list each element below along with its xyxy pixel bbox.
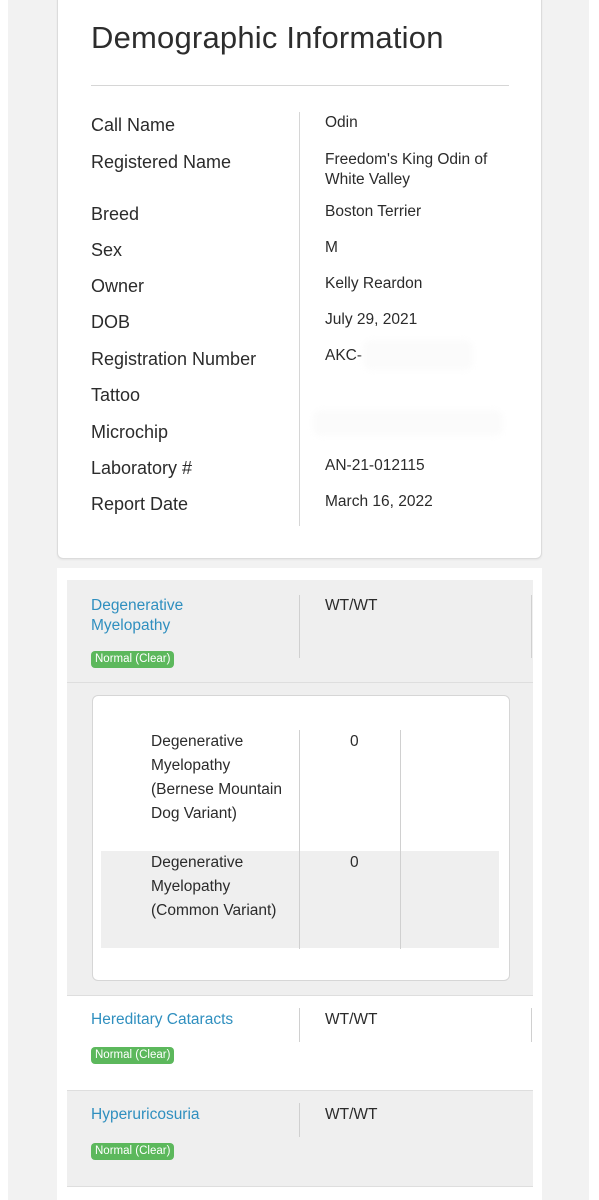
row-border <box>67 1186 533 1187</box>
owner-value: Kelly Reardon <box>325 275 423 292</box>
page-edge-left <box>0 0 8 1200</box>
variant-name-common: Degenerative Myelopathy (Common Variant) <box>151 854 277 919</box>
redaction-registration <box>363 340 473 370</box>
registration-number-value: AKC- <box>325 347 363 364</box>
call-name-value: Odin <box>325 114 358 131</box>
variant-details-row <box>67 683 533 995</box>
registered-name-label: Registered Name <box>91 152 232 172</box>
laboratory-number-label: Laboratory # <box>91 458 193 478</box>
call-name-label: Call Name <box>91 115 176 135</box>
variant-details-box <box>92 695 510 981</box>
redaction-microchip <box>313 410 503 436</box>
report-date-value: March 16, 2022 <box>325 493 433 510</box>
test-name-degenerative-myelopathy[interactable]: Degenerative Myelopathy <box>91 597 184 634</box>
row-divider <box>299 595 300 658</box>
variant-column-divider <box>299 730 300 949</box>
variant-value-common: 0 <box>350 854 359 871</box>
breed-value: Boston Terrier <box>325 203 422 220</box>
breed-label: Breed <box>91 204 140 224</box>
column-divider <box>299 112 300 526</box>
title-divider <box>91 85 509 86</box>
report-date-label: Report Date <box>91 494 189 514</box>
laboratory-number-value: AN-21-012115 <box>325 457 425 474</box>
status-badge: Normal (Clear) <box>91 651 174 668</box>
test-result: WT/WT <box>325 1106 378 1123</box>
result-row <box>67 1091 533 1186</box>
page-title: Demographic Information <box>91 20 444 55</box>
dob-label: DOB <box>91 312 131 332</box>
test-result: WT/WT <box>325 597 378 614</box>
registered-name-value: Freedom's King Odin of White Valley <box>325 151 488 188</box>
row-divider-right <box>531 595 532 658</box>
test-result: WT/WT <box>325 1011 378 1028</box>
registration-number-label: Registration Number <box>91 349 257 369</box>
status-badge: Normal (Clear) <box>91 1047 174 1064</box>
variant-value-bernese: 0 <box>350 733 359 750</box>
page-edge-right <box>589 0 599 1200</box>
tattoo-label: Tattoo <box>91 385 141 405</box>
variant-name-bernese: Degenerative Myelopathy (Bernese Mountain Dog Variant) <box>151 733 282 822</box>
microchip-label: Microchip <box>91 422 169 442</box>
result-row <box>67 996 533 1090</box>
status-badge: Normal (Clear) <box>91 1143 174 1160</box>
sex-value: M <box>325 239 338 256</box>
test-name-hyperuricosuria[interactable]: Hyperuricosuria <box>91 1106 200 1123</box>
demographic-card <box>57 0 542 559</box>
variant-column-divider <box>400 730 401 949</box>
sex-label: Sex <box>91 240 123 260</box>
row-divider-right <box>531 1008 532 1042</box>
dob-value: July 29, 2021 <box>325 311 418 328</box>
row-divider <box>299 1103 300 1137</box>
results-panel <box>57 568 542 1200</box>
row-divider <box>299 1008 300 1042</box>
result-row <box>67 580 533 682</box>
test-name-hereditary-cataracts[interactable]: Hereditary Cataracts <box>91 1011 234 1028</box>
owner-label: Owner <box>91 276 145 296</box>
